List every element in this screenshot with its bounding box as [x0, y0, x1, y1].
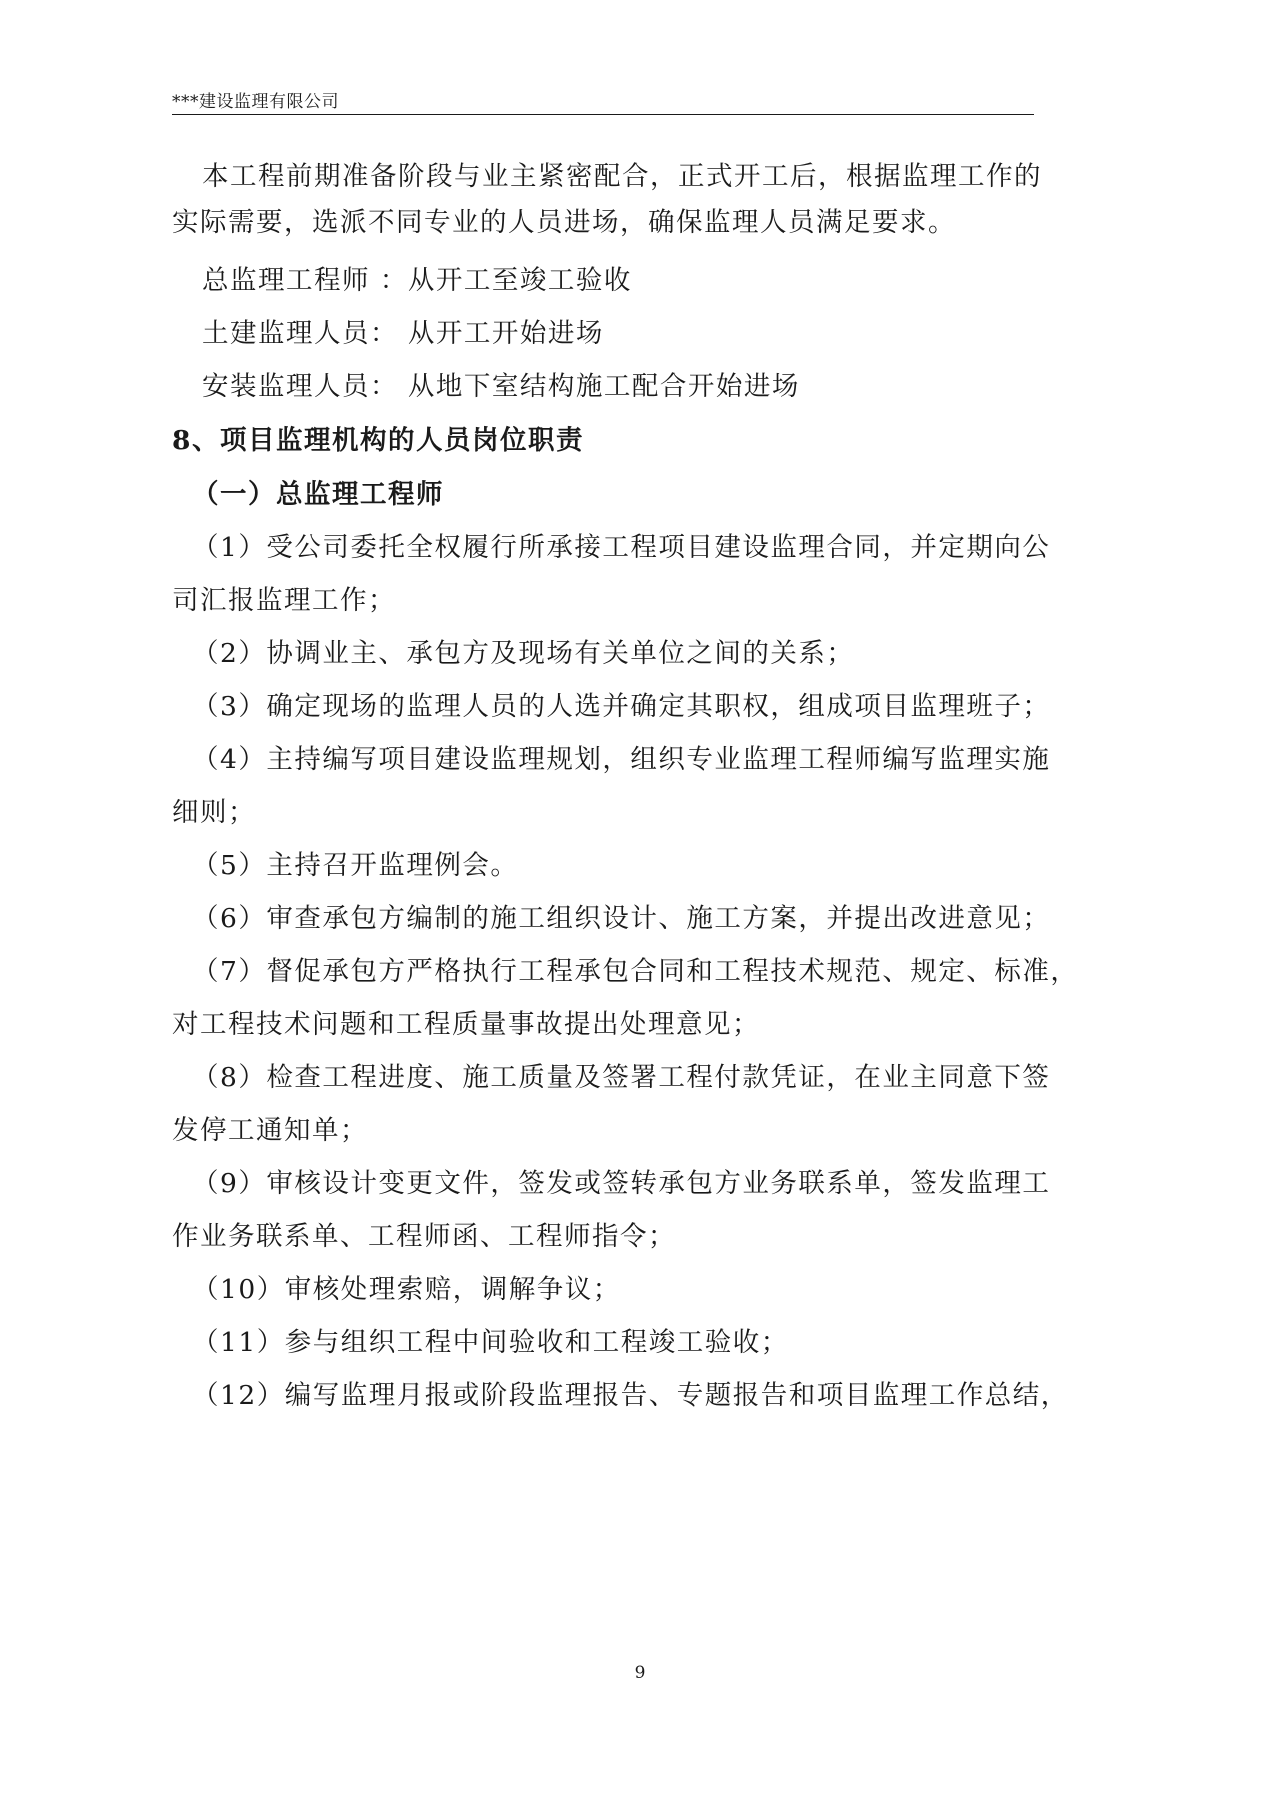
duty-9-line-2: 作业务联系单、工程师函、工程师指令； [172, 1221, 676, 1252]
duty-4-line-2: 细则； [172, 797, 256, 828]
page-number: 9 [634, 1663, 646, 1683]
schedule-item-civil-staff: 土建监理人员： 从开工开始进场 [202, 318, 604, 349]
duty-7-line-2: 对工程技术问题和工程质量事故提出处理意见； [172, 1009, 760, 1040]
section-heading: 8、项目监理机构的人员岗位职责 [172, 425, 584, 456]
intro-paragraph-line-2: 实际需要，选派不同专业的人员进场，确保监理人员满足要求。 [172, 207, 956, 238]
duty-8-line-2: 发停工通知单； [172, 1115, 368, 1146]
duty-5: （5）主持召开监理例会。 [192, 850, 519, 881]
intro-paragraph-line-1: 本工程前期准备阶段与业主紧密配合，正式开工后，根据监理工作的 [202, 161, 1042, 192]
duty-12-line-1: （12）编写监理月报或阶段监理报告、专题报告和项目监理工作总结， [192, 1380, 1069, 1411]
page-header-company: ***建设监理有限公司 [172, 92, 1034, 115]
duty-2: （2）协调业主、承包方及现场有关单位之间的关系； [192, 638, 855, 669]
duty-11: （11）参与组织工程中间验收和工程竣工验收； [192, 1327, 789, 1358]
duty-10: （10）审核处理索赔，调解争议； [192, 1274, 621, 1305]
schedule-item-installation-staff: 安装监理人员： 从地下室结构施工配合开始进场 [202, 371, 800, 402]
duty-9-line-1: （9）审核设计变更文件，签发或签转承包方业务联系单，签发监理工 [192, 1168, 1051, 1199]
duty-8-line-1: （8）检查工程进度、施工质量及签署工程付款凭证，在业主同意下签 [192, 1062, 1051, 1093]
duty-3: （3）确定现场的监理人员的人选并确定其职权，组成项目监理班子； [192, 691, 1051, 722]
duty-1-line-1: （1）受公司委托全权履行所承接工程项目建设监理合同，并定期向公 [192, 532, 1051, 563]
duty-1-line-2: 司汇报监理工作； [172, 585, 396, 616]
subsection-heading: （一）总监理工程师 [192, 479, 444, 510]
duty-6: （6）审查承包方编制的施工组织设计、施工方案，并提出改进意见； [192, 903, 1051, 934]
duty-7-line-1: （7）督促承包方严格执行工程承包合同和工程技术规范、规定、标准， [192, 956, 1079, 987]
schedule-item-chief-engineer: 总监理工程师 ：从开工至竣工验收 [202, 265, 632, 296]
duty-4-line-1: （4）主持编写项目建设监理规划，组织专业监理工程师编写监理实施 [192, 744, 1051, 775]
